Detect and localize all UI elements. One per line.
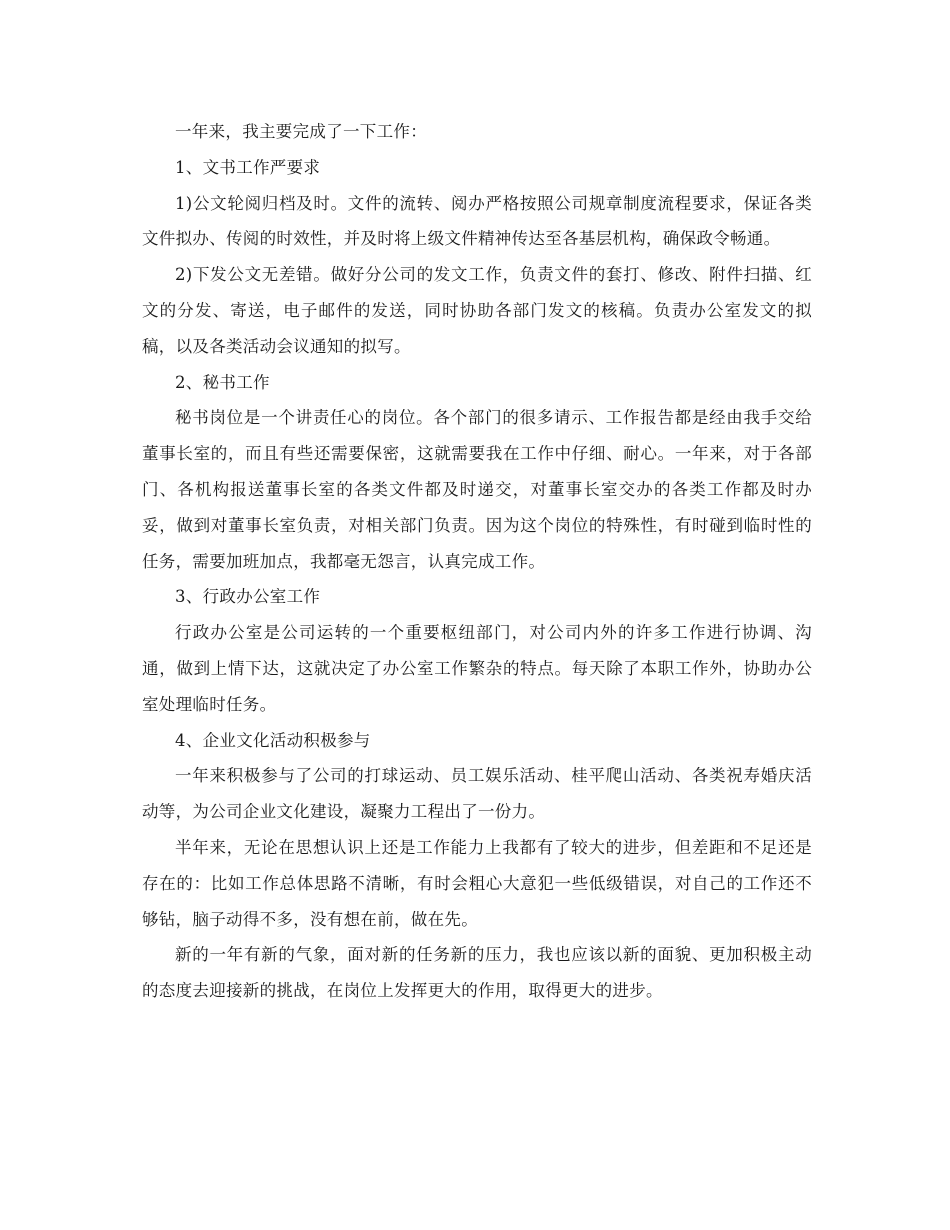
section-heading-admin-office: 3、行政办公室工作 bbox=[175, 587, 321, 607]
paragraph-admin-office: 行政办公室是公司运转的一个重要枢纽部门，对公司内外的许多工作进行协调、沟通，做到上情下达，这就决定了办公室工作繁杂的特点。每天除了本职工作外，协助办公室处理临时任务。 bbox=[142, 623, 812, 714]
paragraph-document-filing: 1)公文轮阅归档及时。文件的流转、阅办严格按照公司规章制度流程要求，保证各类文件拟办、传阅的时效性，并及时将上级文件精神传达至各基层机构，确保政令畅通。 bbox=[142, 193, 812, 249]
section-heading-document-work: 1、文书工作严要求 bbox=[175, 157, 321, 177]
paragraph-outlook: 新的一年有新的气象，面对新的任务新的压力，我也应该以新的面貌、更加积极主动的态度去迎接新的挑战，在岗位上发挥更大的作用，取得更大的进步。 bbox=[142, 945, 812, 1001]
section-heading-secretary-work: 2、秘书工作 bbox=[175, 372, 270, 392]
section-heading-culture-activities: 4、企业文化活动积极参与 bbox=[175, 730, 371, 750]
document-body bbox=[142, 114, 812, 1009]
paragraph-secretary-work: 秘书岗位是一个讲责任心的岗位。各个部门的很多请示、工作报告都是经由我手交给董事长室的，而且有些还需要保密，这就需要我在工作中仔细、耐心。一年来，对于各部门、各机构报送董事长室的各类文件都及时递交，对董事长室交办的各类工作都及时办妥，做到对董事长室负责，对相关部门负责。因为这个岗位的特殊性，有时碰到临时性的任务，需要加班加点，我都毫无怨言，认真完成工作。 bbox=[142, 408, 812, 571]
paragraph-culture-activities: 一年来积极参与了公司的打球运动、员工娱乐活动、桂平爬山活动、各类祝寿婚庆活动等，为公司企业文化建设，凝聚力工程出了一份力。 bbox=[142, 766, 812, 822]
intro-paragraph: 一年来，我主要完成了一下工作： bbox=[175, 122, 427, 141]
paragraph-document-issuing: 2)下发公文无差错。做好分公司的发文工作，负责文件的套打、修改、附件扫描、红文的分发、寄送，电子邮件的发送，同时协助各部门发文的核稿。负责办公室发文的拟稿，以及各类活动会议通知的拟写。 bbox=[142, 265, 812, 356]
paragraph-shortcomings: 半年来，无论在思想认识上还是工作能力上我都有了较大的进步，但差距和不足还是存在的：比如工作总体思路不清晰，有时会粗心大意犯一些低级错误，对自己的工作还不够钻，脑子动得不多，没有想在前，做在先。 bbox=[142, 837, 812, 929]
